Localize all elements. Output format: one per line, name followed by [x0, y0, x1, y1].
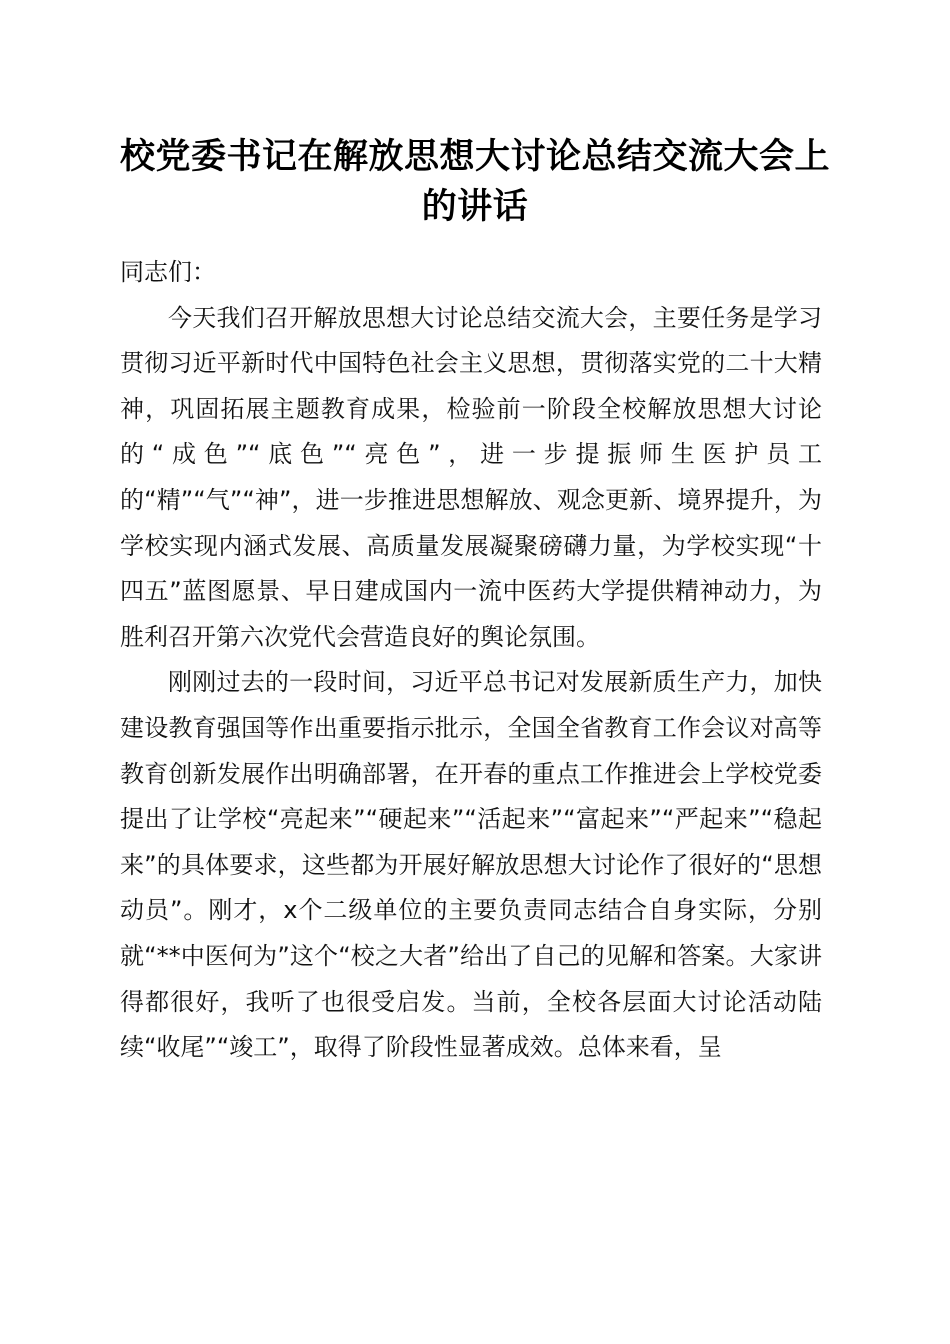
salutation: 同志们：	[120, 258, 216, 286]
paragraph-2: 刚刚过去的一段时间，习近平总书记对发展新质生产力，加快建设教育强国等作出重要指示批示，全国全省教育工作会议对高等教育创新发展作出明确部署，在开春的重点工作推进会上学校党委提出了让学校“亮起来”“硬起来”“活起来”“富起来”“严起来”“稳起来”的具体要求，这些都为开展好解放思想大讨论作了很好的“思想动员”。刚才，x个二级单位的主要负责同志结合自身实际，分别就“**中医何为”这个“校之大者”给出了自己的见解和答案。大家讲得都很好，我听了也很受启发。当前，全校各层面大讨论活动陆续“收尾”“竣工”，取得了阶段性显著成效。总体来看，呈	[120, 668, 822, 1062]
paragraph-1: 今天我们召开解放思想大讨论总结交流大会，主要任务是学习贯彻习近平新时代中国特色社会主义思想，贯彻落实党的二十大精神，巩固拓展主题教育成果，检验前一阶段全校解放思想大讨论的“成色”“底色”“亮色”，进一步提振师生医护员工的“精”“气”“神”，进一步推进思想解放、观念更新、境界提升，为学校实现内涵式发展、高质量发展凝聚磅礴力量，为学校实现“十四五”蓝图愿景、早日建成国内一流中医药大学提供精神动力，为胜利召开第六次党代会营造良好的舆论氛围。	[120, 303, 822, 651]
document-body	[120, 250, 822, 1071]
document-title: 校党委书记在解放思想大讨论总结交流大会上的讲话	[119, 136, 830, 227]
